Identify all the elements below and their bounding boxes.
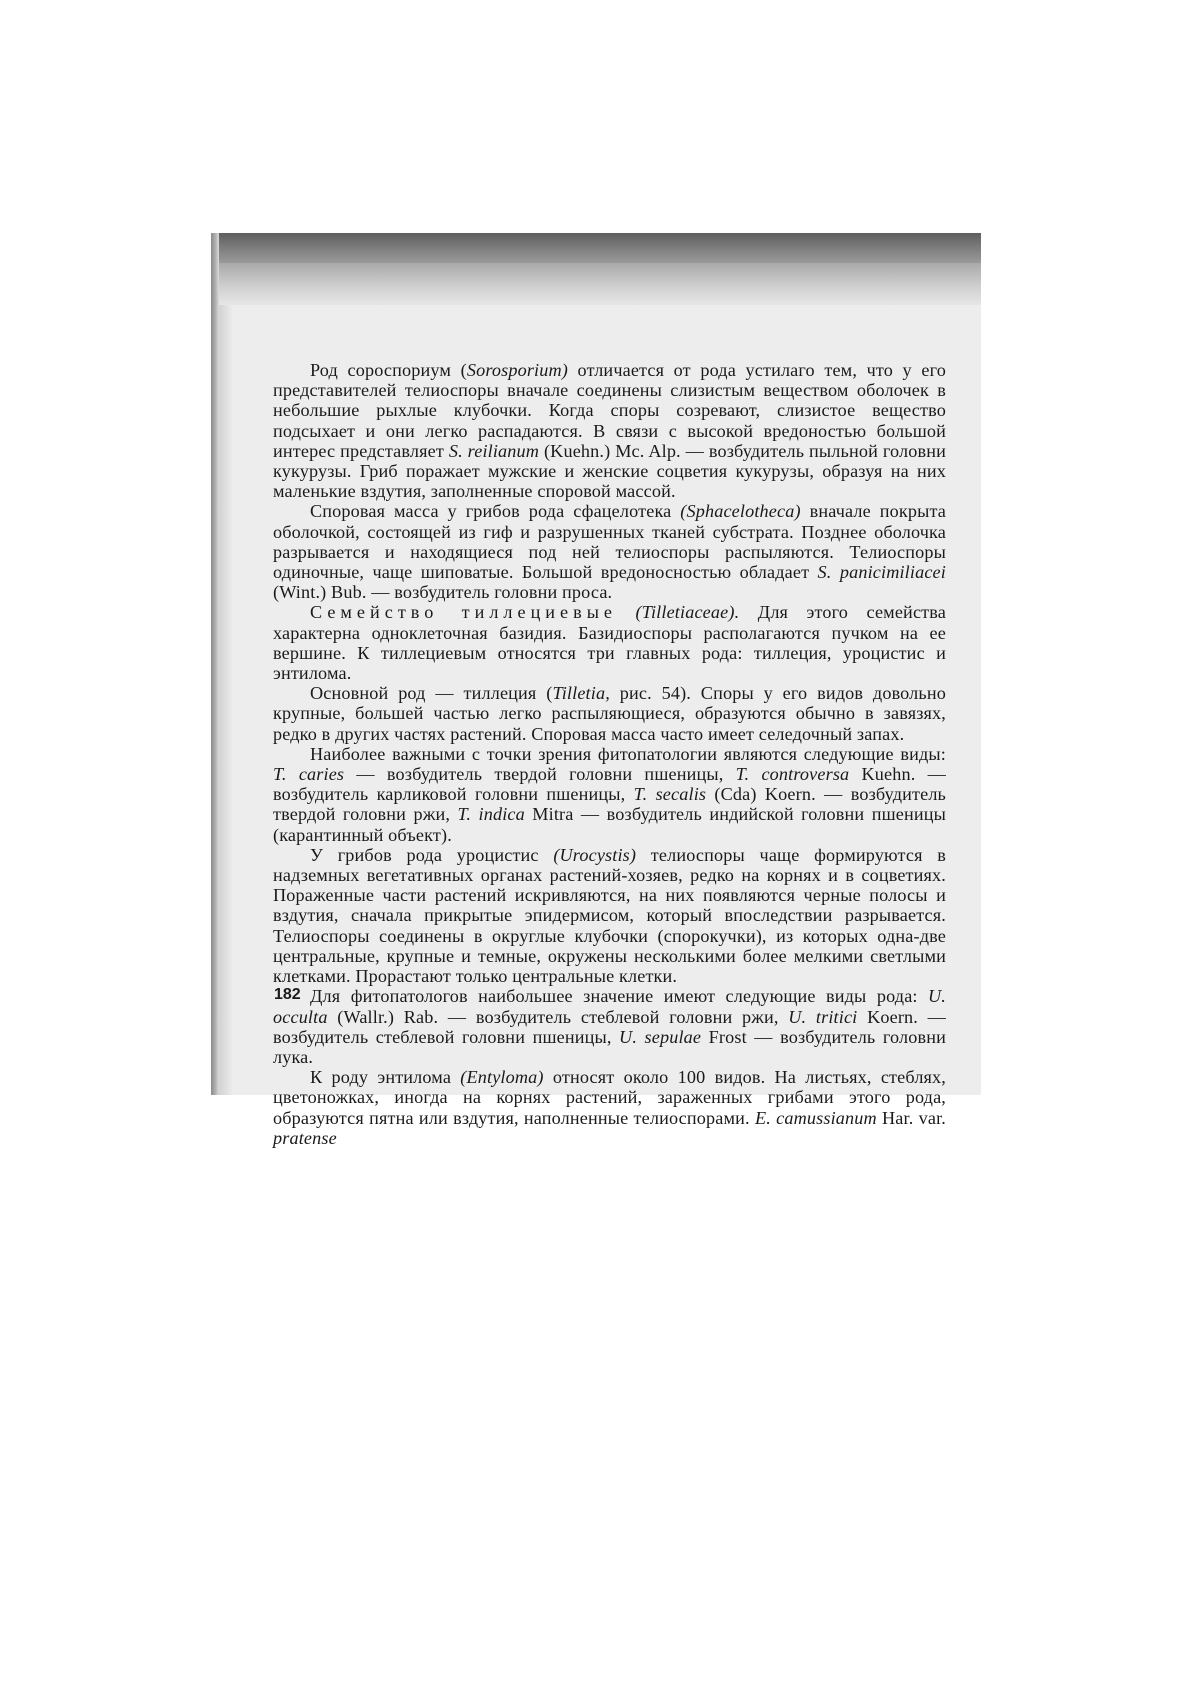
text-run: Для фитопатологов наибольшее значение имеют следующие виды рода: (310, 986, 929, 1007)
text-run: Har. var. (876, 1107, 946, 1128)
latin-name: (Sphacelotheca) (680, 501, 801, 522)
text-run: относят около 100 видов. На листьях, стеблях, цветоножках, иногда на корнях растений, зараженных грибами этого рода, образуются пятна или вздутия, наполненные телиоспорами. (273, 1067, 946, 1128)
scan-left-edge (211, 233, 219, 1095)
text-run: Frost — возбудитель головни лука. (273, 1026, 947, 1067)
text-run: К роду энтилома (310, 1067, 461, 1088)
latin-name: U. sepulae (619, 1026, 702, 1047)
text-run: отличается от рода устилаго тем, что у его представителей телиоспоры вначале соединены слизистым веществом оболочек в небольшие рыхлые клубочки. Когда споры созревают, слизистое вещество подсыхает и они легко распадаются. В связи с высокой вредоностью большой интерес представляет (273, 360, 946, 461)
latin-name: Sorosporium) (466, 360, 568, 380)
scan-dark-band (211, 233, 981, 263)
paragraph (273, 501, 946, 602)
latin-name: (Urocystis) (553, 844, 637, 865)
paragraph (273, 602, 946, 683)
text-run: (Kuehn.) Mc. Alp. — возбудитель пыльной головни кукурузы. Гриб поражает мужские и женские соцветия кукурузы, образуя на них маленькие вздутия, заполненные споровой массой. (273, 440, 946, 502)
scan-left-shadow (219, 305, 233, 1095)
scan-shadow-band (211, 263, 981, 305)
latin-name: E. camussianum (754, 1107, 877, 1128)
text-run: Mitra — возбудитель индийской головни пшеницы (карантинный объект). (273, 804, 946, 845)
text-run: — возбудитель твердой головни пшеницы, (344, 764, 736, 785)
text-run: (Cda) Koern. — возбудитель твердой головни ржи, (273, 784, 946, 825)
text-run: (Wint.) Bub. — возбудитель головни проса. (273, 582, 613, 603)
latin-name: (Tilletiaceae). (635, 602, 740, 623)
latin-name: T. indica (457, 804, 525, 825)
latin-name: (Entyloma) (460, 1067, 544, 1088)
text-run (617, 602, 636, 622)
latin-name: T. controversa (735, 764, 850, 785)
text-run: телиоспоры чаще формируются в надземных вегетативных органах растений-хозяев, редко на корнях и в соцветиях. Пораженные части растений искривляются, на них появляются черные полосы и вздутия, сначала прикрытые эпидермисом, который впоследствии разрывается. Телиоспоры соединены в округлые клубочки (спорокучки), из которых одна-две центральные, крупные и темные, окружены несколькими более мелкими светлыми клетками. Прорастают только центральные клетки. (273, 844, 946, 987)
latin-name: U. occulta (273, 986, 946, 1027)
text-run: Споровая масса у грибов рода сфацелотека (310, 501, 681, 522)
paragraph (273, 1067, 946, 1148)
text-run: рис. 54). Споры у его видов довольно крупные, большей частью легко распыляющиеся, образуются обычно в завязях, редко в других частях растений. Споровая масса часто имеет селедочный запах. (273, 683, 946, 744)
text-run: Kuehn. — возбудитель карликовой головни пшеницы, (273, 764, 946, 805)
paragraph (273, 360, 946, 501)
latin-name: pratense (273, 1127, 337, 1148)
paragraph (273, 986, 946, 1067)
text-run: вначале покрыта оболочкой, состоящей из гиф и разрушенных тканей субстрата. Позднее оболочка разрывается и находящиеся под ней телиоспоры распыляются. Телиоспоры одиночные, чаще шиповатые. Большой вредоносностью обладает (273, 501, 946, 583)
latin-name: S. panicimiliacei (817, 562, 946, 583)
latin-name: T. secalis (633, 784, 707, 805)
body-text (273, 360, 946, 1148)
text-run: Основной род — тиллеция ( (310, 683, 553, 704)
text-run: У грибов рода уроцистис (310, 844, 554, 865)
page-number: 182 (274, 986, 301, 1003)
text-run: Наиболее важными с точки зрения фитопатологии являются следующие виды: (310, 743, 946, 764)
latin-name: T. caries (273, 764, 345, 785)
text-run: Koern. — возбудитель стеблевой головни пшеницы, (273, 1006, 946, 1047)
paragraph (273, 744, 946, 845)
text-run: Род сороспориум ( (310, 360, 467, 380)
paragraph (273, 845, 946, 986)
latin-name: U. tritici (788, 1006, 858, 1027)
text-run: Для этого семейства характерна одноклеточная базидия. Базидиоспоры располагаются пучком на ее вершине. К тиллециевым относятся три главных рода: тиллеция, уроцистис и энтилома. (273, 602, 946, 684)
text-run: (Wallr.) Rab. — возбудитель стеблевой головни ржи, (327, 1006, 789, 1027)
latin-name: Tilletia, (552, 683, 610, 704)
latin-name: S. reilianum (448, 440, 540, 461)
paragraph (273, 683, 946, 744)
spaced-heading: Семейство тиллециевые (310, 602, 617, 623)
